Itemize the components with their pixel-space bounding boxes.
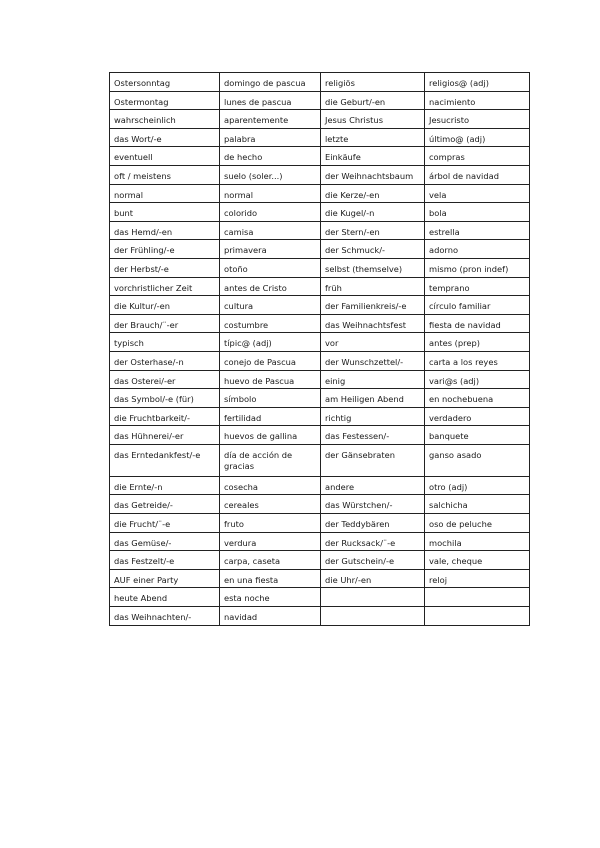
- german-term-cell: eventuell: [110, 147, 220, 166]
- spanish-translation-cell: mismo (pron indef): [425, 258, 530, 277]
- german-term-cell: bunt: [110, 203, 220, 222]
- spanish-translation-cell: carta a los reyes: [425, 351, 530, 370]
- table-row: [110, 240, 530, 259]
- spanish-translation-cell: ganso asado: [425, 444, 530, 476]
- german-term-cell: der Brauch/¨-er: [110, 314, 220, 333]
- spanish-translation-cell: religios@ (adj): [425, 73, 530, 92]
- german-term-cell: der Teddybären: [321, 514, 425, 533]
- table-row: [110, 389, 530, 408]
- german-term-cell: das Hemd/-en: [110, 221, 220, 240]
- spanish-translation-cell: vela: [425, 184, 530, 203]
- german-term-cell: das Weihnachten/-: [110, 607, 220, 626]
- spanish-translation-cell: banquete: [425, 426, 530, 445]
- table-row: [110, 532, 530, 551]
- german-term-cell: Ostermontag: [110, 91, 220, 110]
- german-term-cell: der Rucksack/¨-e: [321, 532, 425, 551]
- german-term-cell: die Kultur/-en: [110, 296, 220, 315]
- table-row: [110, 444, 530, 476]
- spanish-translation-cell: suelo (soler...): [220, 165, 321, 184]
- spanish-translation-cell: camisa: [220, 221, 321, 240]
- table-row: [110, 110, 530, 129]
- spanish-translation-cell: día de acción de gracias: [220, 444, 321, 476]
- german-term-cell: der Osterhase/-n: [110, 351, 220, 370]
- german-term-cell: das Symbol/-e (für): [110, 389, 220, 408]
- german-term-cell: typisch: [110, 333, 220, 352]
- german-term-cell: der Familienkreis/-e: [321, 296, 425, 315]
- german-term-cell: das Weihnachtsfest: [321, 314, 425, 333]
- spanish-translation-cell: cultura: [220, 296, 321, 315]
- german-term-cell: richtig: [321, 407, 425, 426]
- german-term-cell: früh: [321, 277, 425, 296]
- german-term-cell: religiös: [321, 73, 425, 92]
- german-term-cell: der Weihnachtsbaum: [321, 165, 425, 184]
- spanish-translation-cell: de hecho: [220, 147, 321, 166]
- table-row: [110, 184, 530, 203]
- german-term-cell: die Kugel/-n: [321, 203, 425, 222]
- german-term-cell: andere: [321, 476, 425, 495]
- spanish-translation-cell: fruto: [220, 514, 321, 533]
- german-term-cell: das Getreide/-: [110, 495, 220, 514]
- german-term-cell: vor: [321, 333, 425, 352]
- spanish-translation-cell: oso de peluche: [425, 514, 530, 533]
- spanish-translation-cell: adorno: [425, 240, 530, 259]
- spanish-translation-cell: compras: [425, 147, 530, 166]
- spanish-translation-cell: bola: [425, 203, 530, 222]
- table-row: [110, 147, 530, 166]
- table-row: [110, 426, 530, 445]
- table-row: [110, 514, 530, 533]
- spanish-translation-cell: domingo de pascua: [220, 73, 321, 92]
- table-row: [110, 551, 530, 570]
- table-row: [110, 370, 530, 389]
- spanish-translation-cell: normal: [220, 184, 321, 203]
- spanish-translation-cell: fertilidad: [220, 407, 321, 426]
- table-row: [110, 495, 530, 514]
- table-row: [110, 258, 530, 277]
- spanish-translation-cell: huevo de Pascua: [220, 370, 321, 389]
- spanish-translation-cell: símbolo: [220, 389, 321, 408]
- spanish-translation-cell: estrella: [425, 221, 530, 240]
- spanish-translation-cell: en nochebuena: [425, 389, 530, 408]
- german-term-cell: AUF einer Party: [110, 569, 220, 588]
- spanish-translation-cell: carpa, caseta: [220, 551, 321, 570]
- spanish-translation-cell: verdadero: [425, 407, 530, 426]
- table-row: [110, 407, 530, 426]
- german-term-cell: die Frucht/¨-e: [110, 514, 220, 533]
- german-term-cell: das Osterei/-er: [110, 370, 220, 389]
- german-term-cell: normal: [110, 184, 220, 203]
- table-row: [110, 165, 530, 184]
- spanish-translation-cell: conejo de Pascua: [220, 351, 321, 370]
- german-term-cell: [321, 588, 425, 607]
- german-term-cell: selbst (themselve): [321, 258, 425, 277]
- german-term-cell: der Wunschzettel/-: [321, 351, 425, 370]
- spanish-translation-cell: otoño: [220, 258, 321, 277]
- table-row: [110, 73, 530, 92]
- table-row: [110, 476, 530, 495]
- spanish-translation-cell: Jesucristo: [425, 110, 530, 129]
- spanish-translation-cell: círculo familiar: [425, 296, 530, 315]
- german-term-cell: der Frühling/-e: [110, 240, 220, 259]
- spanish-translation-cell: palabra: [220, 128, 321, 147]
- german-term-cell: vorchristlicher Zeit: [110, 277, 220, 296]
- vocabulary-table-body: [110, 73, 530, 626]
- spanish-translation-cell: último@ (adj): [425, 128, 530, 147]
- table-row: [110, 91, 530, 110]
- spanish-translation-cell: colorido: [220, 203, 321, 222]
- german-term-cell: der Schmuck/-: [321, 240, 425, 259]
- spanish-translation-cell: reloj: [425, 569, 530, 588]
- vocabulary-table: [109, 72, 530, 626]
- spanish-translation-cell: cereales: [220, 495, 321, 514]
- german-term-cell: Einkäufe: [321, 147, 425, 166]
- spanish-translation-cell: huevos de gallina: [220, 426, 321, 445]
- german-term-cell: das Erntedankfest/-e: [110, 444, 220, 476]
- german-term-cell: Jesus Christus: [321, 110, 425, 129]
- german-term-cell: der Gutschein/-e: [321, 551, 425, 570]
- spanish-translation-cell: mochila: [425, 532, 530, 551]
- table-row: [110, 296, 530, 315]
- spanish-translation-cell: costumbre: [220, 314, 321, 333]
- spanish-translation-cell: esta noche: [220, 588, 321, 607]
- spanish-translation-cell: nacimiento: [425, 91, 530, 110]
- german-term-cell: Ostersonntag: [110, 73, 220, 92]
- spanish-translation-cell: [425, 588, 530, 607]
- german-term-cell: die Geburt/-en: [321, 91, 425, 110]
- spanish-translation-cell: típic@ (adj): [220, 333, 321, 352]
- german-term-cell: die Fruchtbarkeit/-: [110, 407, 220, 426]
- spanish-translation-cell: verdura: [220, 532, 321, 551]
- german-term-cell: der Gänsebraten: [321, 444, 425, 476]
- table-row: [110, 351, 530, 370]
- spanish-translation-cell: otro (adj): [425, 476, 530, 495]
- spanish-translation-cell: aparentemente: [220, 110, 321, 129]
- german-term-cell: die Kerze/-en: [321, 184, 425, 203]
- table-row: [110, 314, 530, 333]
- spanish-translation-cell: vale, cheque: [425, 551, 530, 570]
- spanish-translation-cell: [425, 607, 530, 626]
- german-term-cell: das Festessen/-: [321, 426, 425, 445]
- spanish-translation-cell: antes de Cristo: [220, 277, 321, 296]
- table-row: [110, 277, 530, 296]
- spanish-translation-cell: árbol de navidad: [425, 165, 530, 184]
- table-row: [110, 588, 530, 607]
- german-term-cell: das Gemüse/-: [110, 532, 220, 551]
- spanish-translation-cell: cosecha: [220, 476, 321, 495]
- spanish-translation-cell: fiesta de navidad: [425, 314, 530, 333]
- table-row: [110, 221, 530, 240]
- german-term-cell: heute Abend: [110, 588, 220, 607]
- german-term-cell: letzte: [321, 128, 425, 147]
- german-term-cell: oft / meistens: [110, 165, 220, 184]
- spanish-translation-cell: primavera: [220, 240, 321, 259]
- spanish-translation-cell: en una fiesta: [220, 569, 321, 588]
- german-term-cell: das Hühnerei/-er: [110, 426, 220, 445]
- spanish-translation-cell: temprano: [425, 277, 530, 296]
- table-row: [110, 333, 530, 352]
- german-term-cell: das Festzelt/-e: [110, 551, 220, 570]
- german-term-cell: einig: [321, 370, 425, 389]
- table-row: [110, 607, 530, 626]
- german-term-cell: die Ernte/-n: [110, 476, 220, 495]
- spanish-translation-cell: lunes de pascua: [220, 91, 321, 110]
- german-term-cell: das Würstchen/-: [321, 495, 425, 514]
- spanish-translation-cell: salchicha: [425, 495, 530, 514]
- german-term-cell: wahrscheinlich: [110, 110, 220, 129]
- german-term-cell: der Stern/-en: [321, 221, 425, 240]
- german-term-cell: [321, 607, 425, 626]
- table-row: [110, 128, 530, 147]
- table-row: [110, 569, 530, 588]
- table-row: [110, 203, 530, 222]
- spanish-translation-cell: navidad: [220, 607, 321, 626]
- german-term-cell: die Uhr/-en: [321, 569, 425, 588]
- german-term-cell: das Wort/-e: [110, 128, 220, 147]
- spanish-translation-cell: antes (prep): [425, 333, 530, 352]
- german-term-cell: der Herbst/-e: [110, 258, 220, 277]
- german-term-cell: am Heiligen Abend: [321, 389, 425, 408]
- spanish-translation-cell: vari@s (adj): [425, 370, 530, 389]
